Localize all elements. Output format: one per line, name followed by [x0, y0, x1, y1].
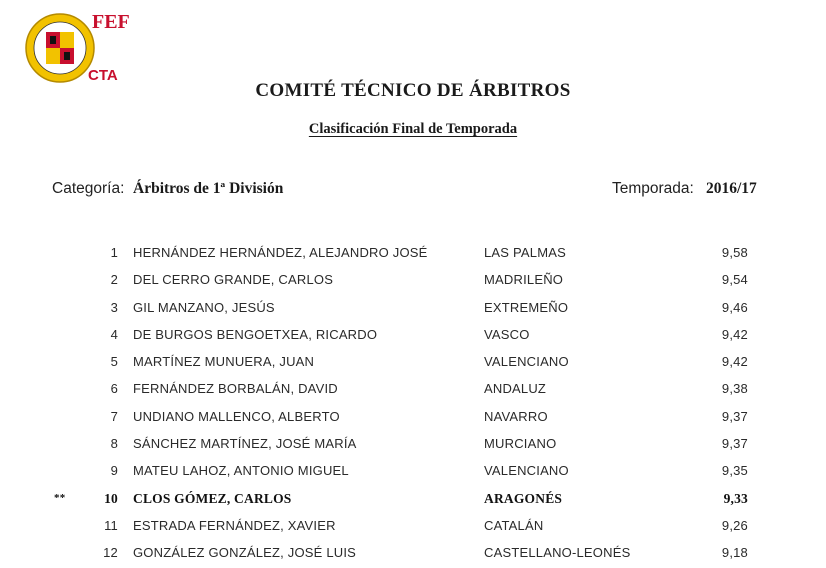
table-row: [0, 295, 800, 322]
row-score: 9,38: [721, 381, 748, 397]
row-region: EXTREMEÑO: [484, 299, 569, 315]
row-position: 6: [110, 381, 118, 397]
table-row: [0, 376, 800, 403]
row-position: 2: [110, 272, 118, 288]
row-score: 9,26: [721, 517, 748, 533]
row-region: MURCIANO: [484, 436, 557, 452]
logo-text-bottom: CTA: [88, 67, 118, 84]
row-position: 5: [110, 354, 118, 370]
row-mark: **: [54, 491, 66, 504]
row-region: VALENCIANO: [484, 463, 569, 479]
row-position: 1: [110, 245, 118, 260]
table-row: [0, 349, 800, 376]
row-score: 9,35: [721, 463, 748, 479]
row-referee-name: GONZÁLEZ GONZÁLEZ, JOSÉ LUIS: [133, 545, 357, 561]
table-row: [0, 240, 800, 267]
row-referee-name: FERNÁNDEZ BORBALÁN, DAVID: [133, 381, 338, 397]
table-row: [0, 540, 800, 567]
row-score: 9,37: [721, 436, 748, 452]
table-row: [0, 322, 800, 349]
row-position: 3: [110, 299, 118, 315]
row-region: CATALÁN: [484, 517, 544, 533]
category-value: Árbitros de 1ª División: [133, 180, 284, 197]
row-score: 9,33: [723, 490, 748, 506]
row-referee-name: MATEU LAHOZ, ANTONIO MIGUEL: [133, 463, 349, 479]
ranking-table: [0, 240, 800, 568]
page-subtitle: [0, 121, 826, 138]
fef-cta-logo: [22, 6, 130, 90]
row-position: 9: [110, 463, 118, 479]
row-referee-name: DE BURGOS BENGOETXEA, RICARDO: [133, 326, 378, 342]
category-label: Categoría:: [52, 180, 125, 197]
row-referee-name: SÁNCHEZ MARTÍNEZ, JOSÉ MARÍA: [133, 436, 357, 452]
row-region: ANDALUZ: [484, 381, 547, 397]
table-row: [0, 267, 800, 294]
row-referee-name: ESTRADA FERNÁNDEZ, XAVIER: [133, 517, 336, 533]
table-row: [0, 458, 800, 485]
row-region: NAVARRO: [484, 408, 548, 424]
row-score: 9,58: [721, 245, 748, 260]
row-score: 9,42: [721, 326, 748, 342]
row-referee-name: DEL CERRO GRANDE, CARLOS: [133, 272, 334, 288]
row-region: LAS PALMAS: [484, 245, 566, 260]
row-score: 9,18: [721, 545, 748, 561]
season-value: 2016/17: [706, 180, 757, 197]
row-position: 4: [110, 326, 118, 342]
row-position: 8: [110, 436, 118, 452]
row-score: 9,37: [721, 408, 748, 424]
row-referee-name: HERNÁNDEZ HERNÁNDEZ, ALEJANDRO JOSÉ: [133, 245, 428, 260]
season-label: Temporada:: [612, 180, 694, 197]
row-region: VALENCIANO: [484, 354, 569, 370]
page-title: COMITÉ TÉCNICO DE ÁRBITROS: [255, 80, 571, 101]
row-score: 9,42: [721, 354, 748, 370]
row-position: 11: [104, 517, 118, 533]
row-referee-name: CLOS GÓMEZ, CARLOS: [133, 490, 292, 506]
row-score: 9,54: [721, 272, 748, 288]
table-row: [0, 513, 800, 540]
row-referee-name: GIL MANZANO, JESÚS: [133, 299, 275, 315]
row-position: 10: [104, 490, 118, 506]
table-row: [0, 404, 800, 431]
row-region: CASTELLANO-LEONÉS: [484, 545, 631, 561]
row-referee-name: MARTÍNEZ MUNUERA, JUAN: [133, 354, 315, 370]
row-region: ARAGONÉS: [484, 490, 563, 506]
row-region: MADRILEÑO: [484, 272, 564, 288]
table-row: [0, 486, 800, 513]
row-region: VASCO: [484, 326, 530, 342]
fef-cta-logo-icon: [26, 14, 94, 82]
row-referee-name: UNDIANO MALLENCO, ALBERTO: [133, 408, 340, 424]
row-position: 7: [110, 408, 118, 424]
row-score: 9,46: [721, 299, 748, 315]
page-subtitle-text: Clasificación Final de Temporada: [308, 121, 518, 137]
table-row: [0, 431, 800, 458]
logo-text-top: FEF: [92, 11, 130, 33]
row-position: 12: [103, 545, 118, 561]
